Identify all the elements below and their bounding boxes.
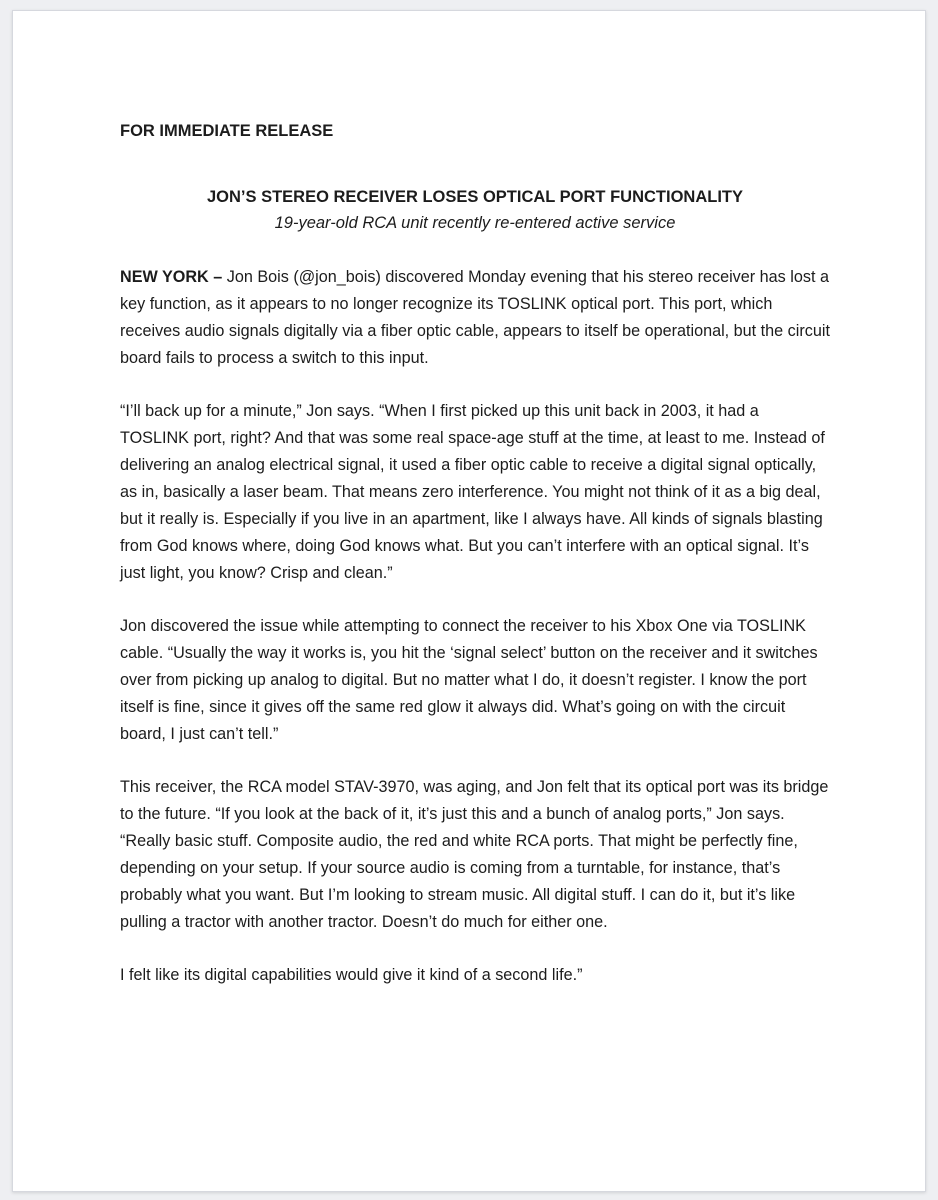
paragraph-1 bbox=[120, 264, 830, 372]
subheadline: 19-year-old RCA unit recently re-entered active service bbox=[274, 214, 676, 232]
paragraph-4: This receiver, the RCA model STAV-3970, was aging, and Jon felt that its optical port was its bridge to the future. “If you look at the back of it, it’s just this and a bunch of analog ports,” Jon says. “Really basic stuff. Composite audio, the red and white RCA ports. That might be perfectly fine, depending on your setup. If your source audio is coming from a turntable, for instance, that’s probably what you want. But I’m looking to stream music. All digital stuff. I can do it, but it’s like pulling a tractor with another tractor. Doesn’t do much for either one. bbox=[120, 778, 829, 931]
document-page bbox=[12, 10, 926, 1192]
release-label: FOR IMMEDIATE RELEASE bbox=[120, 122, 334, 140]
paragraph-2: “I’ll back up for a minute,” Jon says. “When I first picked up this unit back in 2003, it had a TOSLINK port, right? And that was some real space-age stuff at the time, at least to me. Instead of delivering an analog electrical signal, it used a fiber optic cable to receive a digital signal optically, as in, basically a laser beam. That means zero interference. You might not think of it as a big deal, but it really is. Especially if you live in an apartment, like I always have. All kinds of signals blasting from God knows where, doing God knows what. But you can’t interfere with an optical signal. It’s just light, you know? Crisp and clean.” bbox=[120, 402, 825, 582]
headline: JON’S STEREO RECEIVER LOSES OPTICAL PORT FUNCTIONALITY bbox=[206, 188, 743, 206]
paragraph-1-text: Jon Bois (@jon_bois) discovered Monday evening that his stereo receiver has lost a key function, as it appears to no longer recognize its TOSLINK optical port. This port, which receives audio signals digitally via a fiber optic cable, appears to itself be operational, but the circuit board fails to process a switch to this input. bbox=[120, 268, 830, 367]
paragraph-3: Jon discovered the issue while attempting to connect the receiver to his Xbox One via TOSLINK cable. “Usually the way it works is, you hit the ‘signal select’ button on the receiver and it switches over from picking up analog to digital. But no matter what I do, it doesn’t register. I know the port itself is fine, since it gives off the same red glow it always did. What’s going on with the circuit board, I just can’t tell.” bbox=[120, 617, 818, 743]
paragraph-5: I felt like its digital capabilities would give it kind of a second life.” bbox=[120, 966, 583, 984]
document-content bbox=[120, 118, 830, 989]
dateline: NEW YORK – bbox=[120, 268, 223, 286]
